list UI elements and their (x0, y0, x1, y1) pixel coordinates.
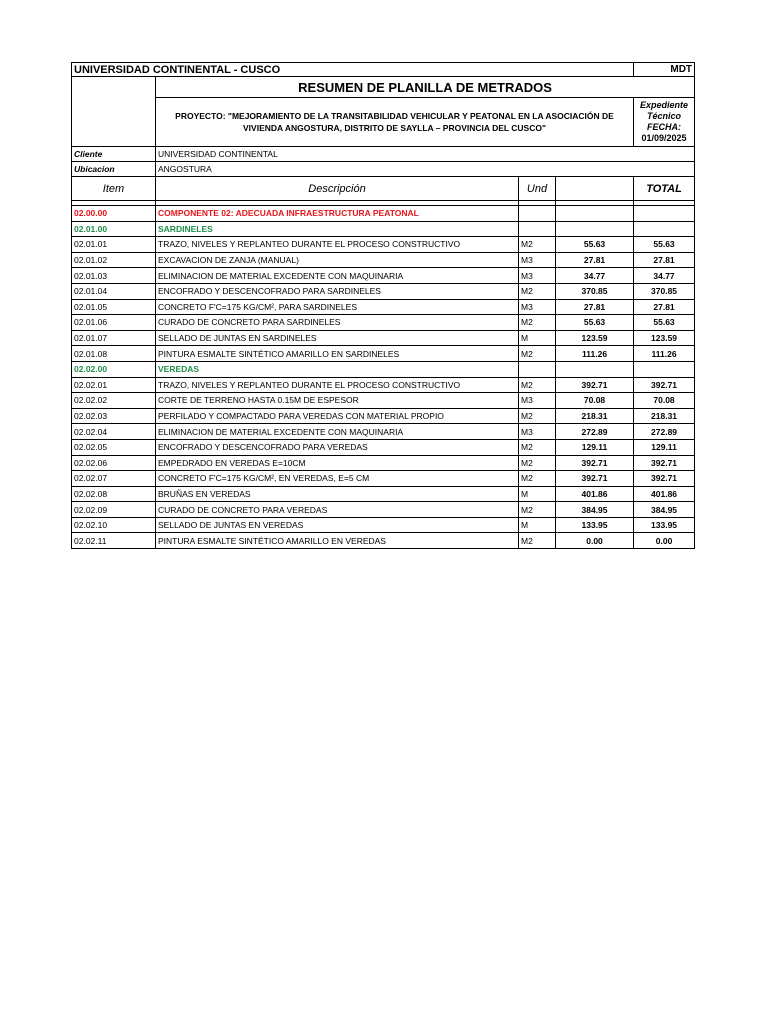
row-quantity: 0.00 (556, 533, 634, 549)
table-row (72, 517, 695, 533)
col-item: Item (72, 177, 156, 201)
header-table (71, 62, 695, 549)
row-unit: M (519, 517, 556, 533)
metrados-sheet (71, 62, 694, 549)
row-unit: M3 (519, 393, 556, 409)
page-title: RESUMEN DE PLANILLA DE METRADOS (156, 77, 695, 98)
table-row (72, 533, 695, 549)
table-row (72, 206, 695, 222)
cliente-label: Cliente (72, 147, 156, 162)
table-row (72, 221, 695, 237)
row-total: 27.81 (634, 252, 695, 268)
row-unit: M (519, 486, 556, 502)
row-total: 70.08 (634, 393, 695, 409)
row-total: 401.86 (634, 486, 695, 502)
row-item: 02.02.06 (72, 455, 156, 471)
row-item: 02.02.00 (72, 361, 156, 377)
table-row (72, 486, 695, 502)
col-total: TOTAL (634, 177, 695, 201)
row-description: SELLADO DE JUNTAS EN SARDINELES (156, 330, 519, 346)
metrados-rows (72, 206, 695, 549)
row-quantity: 272.89 (556, 424, 634, 440)
row-unit: M3 (519, 299, 556, 315)
row-description: CONCRETO F'C=175 KG/CM², PARA SARDINELES (156, 299, 519, 315)
row-quantity: 27.81 (556, 299, 634, 315)
row-quantity: 392.71 (556, 471, 634, 487)
row-item: 02.02.05 (72, 439, 156, 455)
row-description: ENCOFRADO Y DESCENCOFRADO PARA SARDINELES (156, 283, 519, 299)
row-quantity: 111.26 (556, 346, 634, 362)
row-total: 133.95 (634, 517, 695, 533)
row-unit: M3 (519, 252, 556, 268)
col-cantidad (556, 177, 634, 201)
row-item: 02.02.08 (72, 486, 156, 502)
row-unit: M2 (519, 346, 556, 362)
row-quantity: 392.71 (556, 377, 634, 393)
column-header-row (72, 177, 695, 201)
row-total: 34.77 (634, 268, 695, 284)
row-quantity: 55.63 (556, 237, 634, 253)
row-total: 370.85 (634, 283, 695, 299)
fecha-value: 01/09/2025 (641, 133, 687, 143)
row-quantity: 27.81 (556, 252, 634, 268)
row-quantity: 384.95 (556, 502, 634, 518)
row-total: 392.71 (634, 471, 695, 487)
row-quantity: 401.86 (556, 486, 634, 502)
row-quantity: 55.63 (556, 315, 634, 331)
table-row (72, 299, 695, 315)
row-total (634, 206, 695, 222)
row-item: 02.02.03 (72, 408, 156, 424)
row-unit: M2 (519, 377, 556, 393)
table-row (72, 377, 695, 393)
row-item: 02.01.03 (72, 268, 156, 284)
row-total: 272.89 (634, 424, 695, 440)
fecha-label: FECHA: (647, 122, 682, 132)
expediente-cell (634, 98, 695, 147)
row-quantity (556, 221, 634, 237)
row-item: 02.02.04 (72, 424, 156, 440)
row-item: 02.01.01 (72, 237, 156, 253)
row-unit: M3 (519, 268, 556, 284)
row-description: CORTE DE TERRENO HASTA 0.15M DE ESPESOR (156, 393, 519, 409)
row-quantity (556, 206, 634, 222)
row-description: ELIMINACION DE MATERIAL EXCEDENTE CON MAQUINARIA (156, 268, 519, 284)
row-description: PINTURA ESMALTE SINTÉTICO AMARILLO EN SARDINELES (156, 346, 519, 362)
row-unit: M (519, 330, 556, 346)
row-quantity: 392.71 (556, 455, 634, 471)
row-unit (519, 361, 556, 377)
row-quantity: 133.95 (556, 517, 634, 533)
row-description: ELIMINACION DE MATERIAL EXCEDENTE CON MAQUINARIA (156, 424, 519, 440)
table-row (72, 268, 695, 284)
cliente-value: UNIVERSIDAD CONTINENTAL (156, 147, 695, 162)
row-item: 02.01.00 (72, 221, 156, 237)
row-item: 02.01.08 (72, 346, 156, 362)
row-description: PINTURA ESMALTE SINTÉTICO AMARILLO EN VEREDAS (156, 533, 519, 549)
row-item: 02.02.10 (72, 517, 156, 533)
table-row (72, 408, 695, 424)
table-row (72, 502, 695, 518)
row-item: 02.01.06 (72, 315, 156, 331)
row-total: 123.59 (634, 330, 695, 346)
col-descripcion: Descripción (156, 177, 519, 201)
row-description: TRAZO, NIVELES Y REPLANTEO DURANTE EL PROCESO CONSTRUCTIVO (156, 237, 519, 253)
row-total: 0.00 (634, 533, 695, 549)
ubicacion-label: Ubicacion (72, 162, 156, 177)
row-unit (519, 206, 556, 222)
row-description: EXCAVACION DE ZANJA (MANUAL) (156, 252, 519, 268)
row-item: 02.02.02 (72, 393, 156, 409)
row-description: PERFILADO Y COMPACTADO PARA VEREDAS CON MATERIAL PROPIO (156, 408, 519, 424)
row-total: 55.63 (634, 315, 695, 331)
row-description: TRAZO, NIVELES Y REPLANTEO DURANTE EL PROCESO CONSTRUCTIVO (156, 377, 519, 393)
row-total (634, 361, 695, 377)
table-row (72, 361, 695, 377)
table-row (72, 346, 695, 362)
row-description: SARDINELES (156, 221, 519, 237)
row-quantity: 129.11 (556, 439, 634, 455)
row-total: 111.26 (634, 346, 695, 362)
row-total: 218.31 (634, 408, 695, 424)
table-row (72, 252, 695, 268)
table-row (72, 439, 695, 455)
row-quantity: 34.77 (556, 268, 634, 284)
row-total: 55.63 (634, 237, 695, 253)
table-row (72, 330, 695, 346)
doc-code: MDT (634, 63, 695, 77)
row-item: 02.01.07 (72, 330, 156, 346)
row-item: 02.00.00 (72, 206, 156, 222)
table-row (72, 315, 695, 331)
row-item: 02.01.04 (72, 283, 156, 299)
row-description: BRUÑAS EN VEREDAS (156, 486, 519, 502)
row-total: 392.71 (634, 377, 695, 393)
table-row (72, 393, 695, 409)
row-unit: M2 (519, 408, 556, 424)
row-unit: M2 (519, 471, 556, 487)
ubicacion-value: ANGOSTURA (156, 162, 695, 177)
row-item: 02.02.11 (72, 533, 156, 549)
table-row (72, 283, 695, 299)
table-row (72, 471, 695, 487)
row-item: 02.02.07 (72, 471, 156, 487)
row-description: CURADO DE CONCRETO PARA SARDINELES (156, 315, 519, 331)
row-item: 02.01.02 (72, 252, 156, 268)
university-name: UNIVERSIDAD CONTINENTAL - CUSCO (72, 63, 634, 77)
row-description: EMPEDRADO EN VEREDAS E=10CM (156, 455, 519, 471)
row-unit: M2 (519, 315, 556, 331)
table-row (72, 237, 695, 253)
logo-cell (72, 77, 156, 147)
row-quantity (556, 361, 634, 377)
row-description: ENCOFRADO Y DESCENCOFRADO PARA VEREDAS (156, 439, 519, 455)
row-total: 392.71 (634, 455, 695, 471)
col-und: Und (519, 177, 556, 201)
row-unit (519, 221, 556, 237)
row-description: VEREDAS (156, 361, 519, 377)
row-item: 02.02.01 (72, 377, 156, 393)
row-unit: M2 (519, 283, 556, 299)
table-row (72, 455, 695, 471)
table-row (72, 424, 695, 440)
row-unit: M2 (519, 533, 556, 549)
row-quantity: 70.08 (556, 393, 634, 409)
expediente-label: Expediente Técnico (640, 100, 689, 121)
row-unit: M2 (519, 439, 556, 455)
row-total: 129.11 (634, 439, 695, 455)
row-unit: M3 (519, 424, 556, 440)
row-description: SELLADO DE JUNTAS EN VEREDAS (156, 517, 519, 533)
row-quantity: 370.85 (556, 283, 634, 299)
row-total: 384.95 (634, 502, 695, 518)
row-description: CURADO DE CONCRETO PARA VEREDAS (156, 502, 519, 518)
row-item: 02.01.05 (72, 299, 156, 315)
row-description: COMPONENTE 02: ADECUADA INFRAESTRUCTURA PEATONAL (156, 206, 519, 222)
row-unit: M2 (519, 502, 556, 518)
row-item: 02.02.09 (72, 502, 156, 518)
row-quantity: 218.31 (556, 408, 634, 424)
row-quantity: 123.59 (556, 330, 634, 346)
row-unit: M2 (519, 237, 556, 253)
project-name: PROYECTO: "MEJORAMIENTO DE LA TRANSITABILIDAD VEHICULAR Y PEATONAL EN LA ASOCIACIÓN DE VIVIENDA ANGOSTURA, DISTRITO DE SAYLLA – PROVINCIA DEL CUSCO" (156, 98, 634, 147)
row-description: CONCRETO F'C=175 KG/CM², EN VEREDAS, E=5 CM (156, 471, 519, 487)
row-total (634, 221, 695, 237)
row-unit: M2 (519, 455, 556, 471)
row-total: 27.81 (634, 299, 695, 315)
